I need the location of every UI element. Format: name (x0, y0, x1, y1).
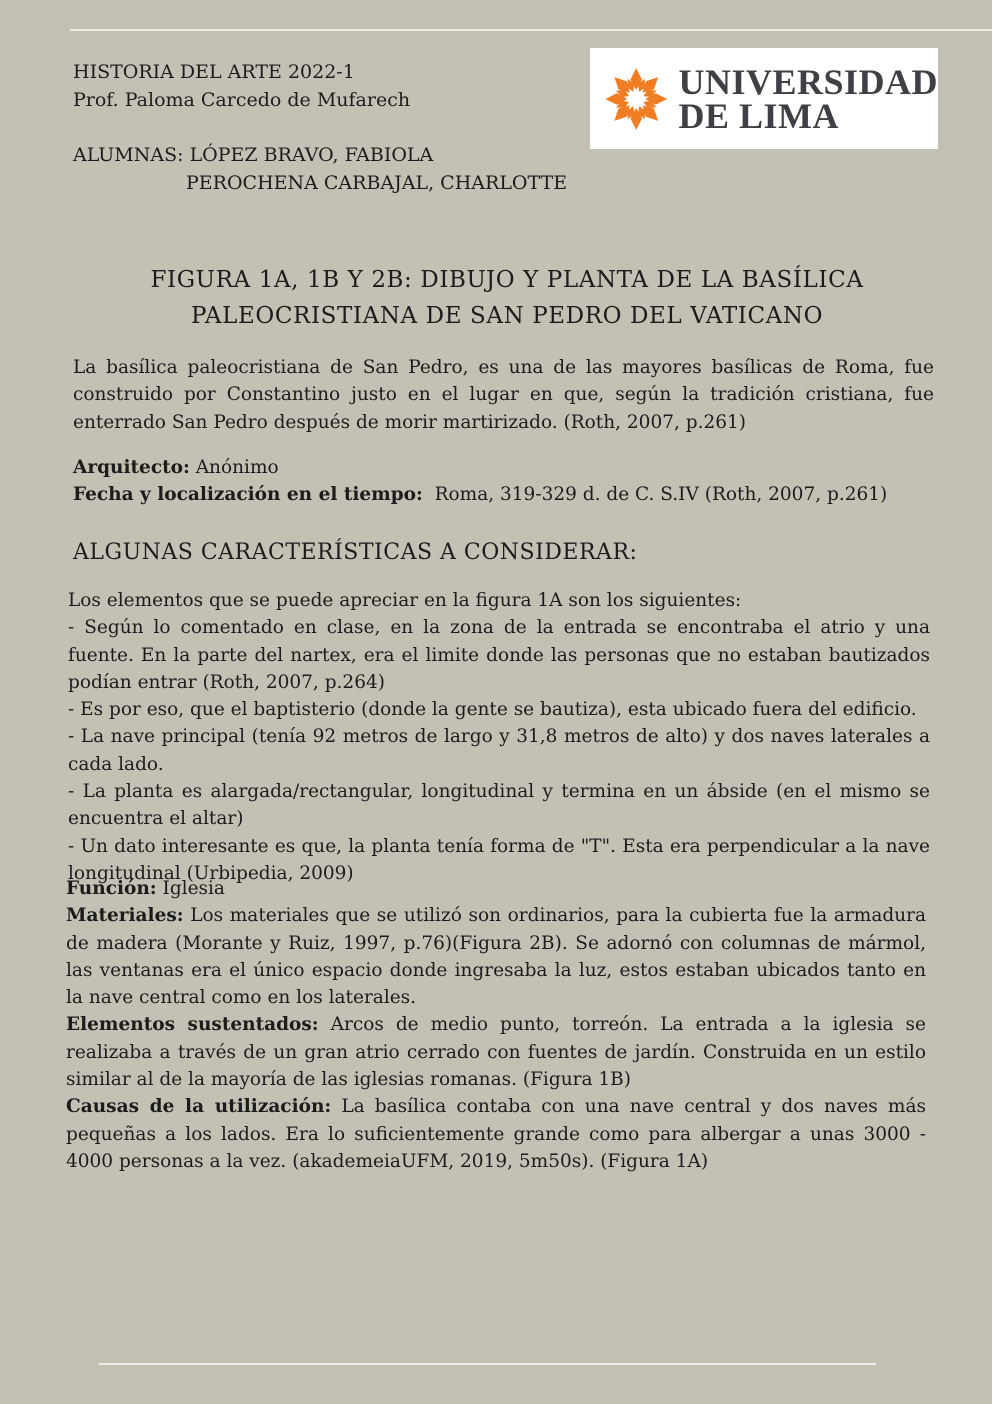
bottom-divider (99, 1363, 876, 1365)
logo-line-1: UNIVERSIDAD (678, 61, 938, 102)
document-header (73, 58, 567, 197)
function-row (66, 875, 926, 902)
title-line-2: PALEOCRISTIANA DE SAN PEDRO DEL VATICANO (190, 303, 824, 329)
list-item: - Es por eso, que el baptisterio (donde la gente se bautiza), esta ubicado fuera del edificio. (68, 699, 917, 721)
professor-line: Prof. Paloma Carcedo de Mufarech (73, 89, 411, 111)
supported-elements-row (66, 1011, 926, 1093)
architect-row (73, 454, 934, 481)
top-divider (70, 29, 992, 31)
detail-label: Materiales: (66, 905, 184, 927)
students-line-2: PEROCHENA CARBAJAL, CHARLOTTE (186, 172, 568, 194)
students-line-1: ALUMNAS: LÓPEZ BRAVO, FABIOLA (73, 144, 434, 166)
logo-wordmark (678, 61, 938, 136)
students-block (73, 141, 567, 197)
elements-list (68, 587, 930, 887)
title-line-1: FIGURA 1A, 1B Y 2B: DIBUJO Y PLANTA DE LA BASÍLICA (150, 267, 864, 293)
list-item: - La nave principal (tenía 92 metros de largo y 31,8 metros de alto) y dos naves laterales a cada lado. (68, 726, 930, 775)
university-logo (590, 48, 938, 149)
details-block (66, 875, 926, 1175)
date-value: Roma, 319-329 d. de C. S.IV (Roth, 2007, p.261) (422, 484, 888, 506)
list-item: - Un dato interesante es que, la planta tenía forma de "T". Esta era perpendicular a la nave longitudinal (Urbipedia, 2009) (68, 835, 930, 884)
logo-line-2: DE LIMA (678, 95, 839, 136)
metadata-block (73, 454, 934, 509)
course-line: HISTORIA DEL ARTE 2022-1 (73, 61, 355, 83)
detail-label: Función: (66, 878, 157, 899)
list-item: - La planta es alargada/rectangular, longitudinal y termina en un ábside (en el mismo se encuentra el altar) (68, 781, 930, 830)
elements-intro: Los elementos que se puede apreciar en la figura 1A son los siguientes: (68, 590, 742, 611)
date-row (73, 481, 934, 508)
architect-value: Anónimo (189, 457, 279, 478)
intro-paragraph: La basílica paleocristiana de San Pedro, es una de las mayores basílicas de Roma, fue construido por Constantino justo en el lugar en que, según la tradición cristiana, fue enterrado San Pedro después de morir martirizado. (Roth, 2007, p.261) (73, 357, 934, 433)
detail-label: Elementos sustentados: (66, 1014, 319, 1036)
architect-label: Arquitecto: (73, 457, 190, 478)
detail-text: La basílica contaba con una nave central y dos naves más pequeñas a los lados. Era lo suficientemente grande como para albergar a unas 3000 - 4000 personas a la vez. (akademeiaUFM, 2019, 5m50s). (Figura 1A) (66, 1096, 926, 1172)
page-title (73, 262, 941, 334)
star-logo-icon (604, 58, 668, 140)
section-heading: ALGUNAS CARACTERÍSTICAS A CONSIDERAR: (73, 540, 638, 565)
detail-text: Arcos de medio punto, torreón. La entrada a la iglesia se realizaba a través de un gran atrio cerrado con fuentes de jardín. Construida en un estilo similar al de la mayoría de las iglesias romanas. (Figura 1B) (66, 1014, 926, 1091)
date-label: Fecha y localización en el tiempo: (73, 484, 423, 506)
causes-row (66, 1093, 926, 1175)
materials-row (66, 902, 926, 1011)
detail-label: Causas de la utilización: (66, 1096, 332, 1118)
list-item: - Según lo comentado en clase, en la zona de la entrada se encontraba el atrio y una fuente. En la parte del nartex, era el limite donde las personas que no estaban bautizados podían entrar (Roth, 2007, p.264) (68, 617, 930, 693)
detail-text: Los materiales que se utilizó son ordinarios, para la cubierta fue la armadura de madera (Morante y Ruiz, 1997, p.76)(Figura 2B). Se adornó con columnas de mármol, las ventanas era el único espacio donde ingresaba la luz, estos estaban ubicados tanto en la nave central como en los laterales. (66, 905, 926, 1009)
detail-text: Iglesia (156, 878, 225, 899)
